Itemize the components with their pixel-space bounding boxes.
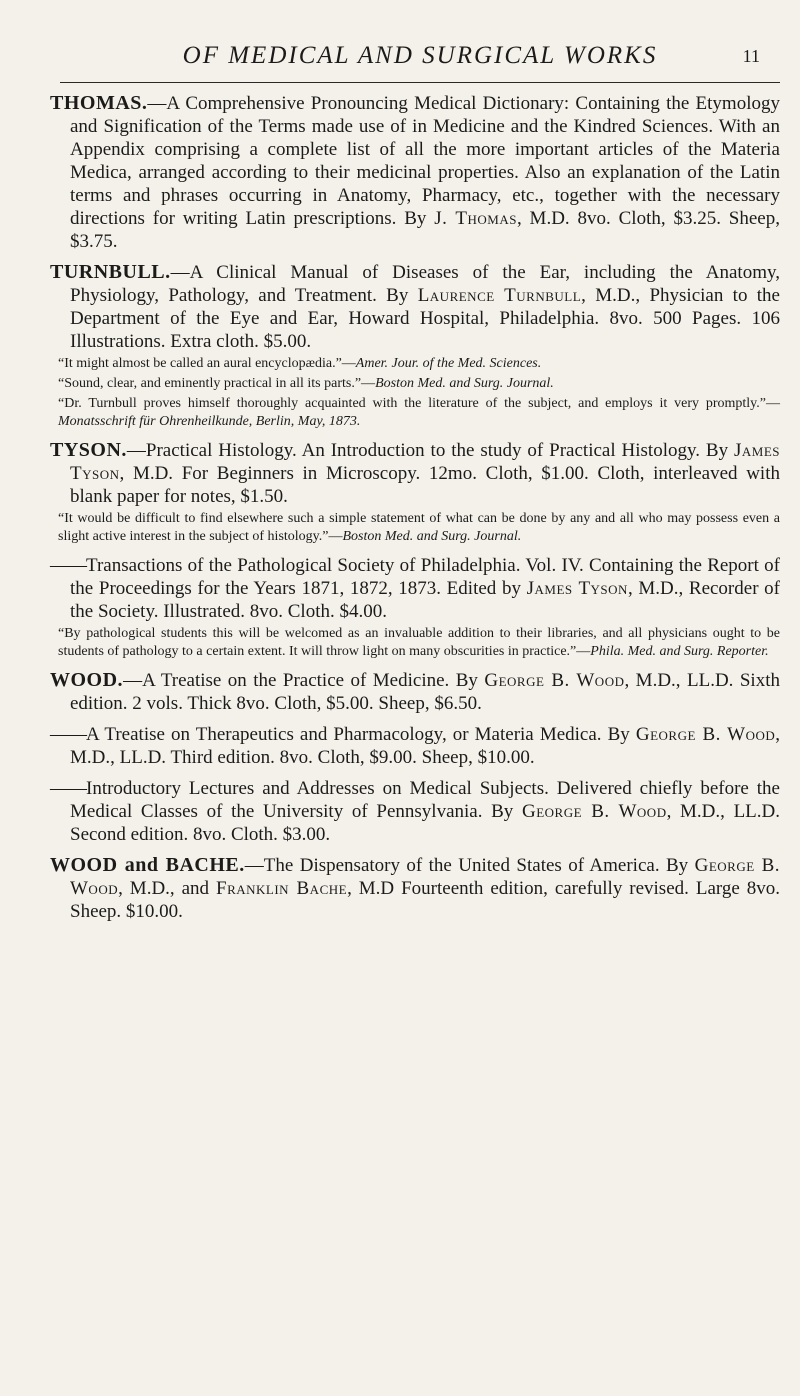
entry-wood-bache — [50, 854, 780, 923]
entry-text: ——Transactions of the Pathological Society of Philadelphia. Vol. IV. Containing the Report of the Proceedings for the Years 1871, 1872, 1873. Edited by James Tyson, M.D., Recorder of the Society. Illustrated. 8vo. Cloth. $4.00. — [50, 555, 781, 622]
running-title: OF MEDICAL AND SURGICAL WORKS — [182, 42, 658, 69]
entry-heading: THOMAS. — [50, 92, 148, 114]
quote-source: Amer. Jour. of the Med. Sciences. — [355, 356, 542, 371]
catalogue-body — [50, 92, 780, 1376]
entry-tyson-transactions — [50, 554, 780, 661]
review-quote: “It would be difficult to find elsewhere such a simple statement of what can be done by any and all who may possess even a slight active interest in the subject of histology.”—Boston Med. and Surg. Journal. — [58, 511, 780, 544]
review-quote: “Sound, clear, and eminently practical in all its parts.”—Boston Med. and Surg. Journal. — [58, 376, 554, 391]
entry-heading: WOOD and BACHE. — [50, 854, 245, 876]
entry-wood-practice — [50, 669, 780, 715]
author-name: George B. Wood — [484, 670, 625, 691]
quote-source: Boston Med. and Surg. Journal. — [375, 376, 554, 391]
entry-turnbull — [50, 261, 780, 431]
entry-tyson — [50, 439, 780, 546]
entry-wood-therapeutics — [50, 723, 780, 769]
entry-heading: WOOD. — [50, 669, 124, 691]
entry-text: TURNBULL.—A Clinical Manual of Diseases of the Ear, including the Anatomy, Physiology, Pathology, and Treatment. By Laurence Turnbull, M.D., Physician to the Department of the Eye and Ear, Howard Hospital, Philadelphia. 8vo. 500 Pages. 106 Illustrations. Extra cloth. $5.00. — [50, 261, 780, 352]
entry-thomas — [50, 92, 780, 253]
author-name: George B. Wood — [635, 724, 776, 745]
entry-text: ——A Treatise on Therapeutics and Pharmacology, or Materia Medica. By George B. Wood, M.D., LL.D. Third edition. 8vo. Cloth, $9.00. Sheep, $10.00. — [50, 724, 781, 768]
ditto-dash: —— — [50, 778, 86, 799]
page-number: 11 — [742, 46, 760, 66]
entry-text: TYSON.—Practical Histology. An Introduction to the study of Practical Histology. By James Tyson, M.D. For Beginners in Microscopy. 12mo. Cloth, $1.00. Cloth, interleaved with blank paper for notes, $1.50. — [50, 439, 780, 507]
author-name: J. Thomas — [434, 208, 517, 229]
quote-source: Boston Med. and Surg. Journal. — [342, 529, 522, 544]
entry-text: WOOD.—A Treatise on the Practice of Medicine. By George B. Wood, M.D., LL.D. Sixth edition. 2 vols. Thick 8vo. Cloth, $5.00. Sheep, $6.50. — [50, 669, 780, 714]
entry-wood-lectures — [50, 777, 780, 846]
author-name: Franklin Bache — [216, 878, 348, 899]
author-name: George B. Wood — [70, 855, 780, 899]
quote-source: Phila. Med. and Surg. Reporter. — [590, 644, 769, 659]
author-name: James Tyson — [526, 578, 628, 599]
author-name: George B. Wood — [522, 801, 667, 822]
review-quote: “Dr. Turnbull proves himself thoroughly acquainted with the literature of the subject, and employs it very promptly.”—Monatsschrift für Ohrenheilkunde, Berlin, May, 1873. — [58, 396, 780, 429]
review-quote: “By pathological students this will be welcomed as an invaluable addition to their libraries, and all physicians ought to be students of pathology to a certain extent. It will throw light on many obscurities in practice.”—Phila. Med. and Surg. Reporter. — [58, 626, 780, 659]
review-quote: “It might almost be called an aural encyclopædia.”—Amer. Jour. of the Med. Sciences. — [58, 356, 542, 371]
ditto-dash: —— — [50, 555, 86, 576]
entry-text: ——Introductory Lectures and Addresses on Medical Subjects. Delivered chiefly before the Medical Classes of the University of Pennsylvania. By George B. Wood, M.D., LL.D. Second edition. 8vo. Cloth. $3.00. — [50, 778, 780, 845]
entry-heading: TURNBULL. — [50, 261, 171, 283]
author-name: Laurence Turnbull — [417, 285, 582, 306]
entry-heading: TYSON. — [50, 439, 127, 461]
header-rule — [60, 82, 780, 83]
ditto-dash: —— — [50, 724, 86, 745]
entry-text: THOMAS.—A Comprehensive Pronouncing Medical Dictionary: Containing the Etymology and Signification of the Terms made use of in Medicine and the Kindred Sciences. With an Appendix comprising a complete list of all the more important articles of the Materia Medica, arranged according to their medicinal properties. Also an explanation of the Latin terms and phrases occurring in Anatomy, Pharmacy, etc., together with the necessary directions for writing Latin prescriptions. By J. Thomas, M.D. 8vo. Cloth, $3.25. Sheep, $3.75. — [50, 92, 780, 252]
quote-source: Monatsschrift für Ohrenheilkunde, Berlin, May, 1873. — [58, 414, 361, 429]
author-name: James Tyson — [70, 440, 780, 484]
entry-text: WOOD and BACHE.—The Dispensatory of the United States of America. By George B. Wood, M.D., and Franklin Bache, M.D Fourteenth edition, carefully revised. Large 8vo. Sheep. $10.00. — [50, 854, 780, 922]
